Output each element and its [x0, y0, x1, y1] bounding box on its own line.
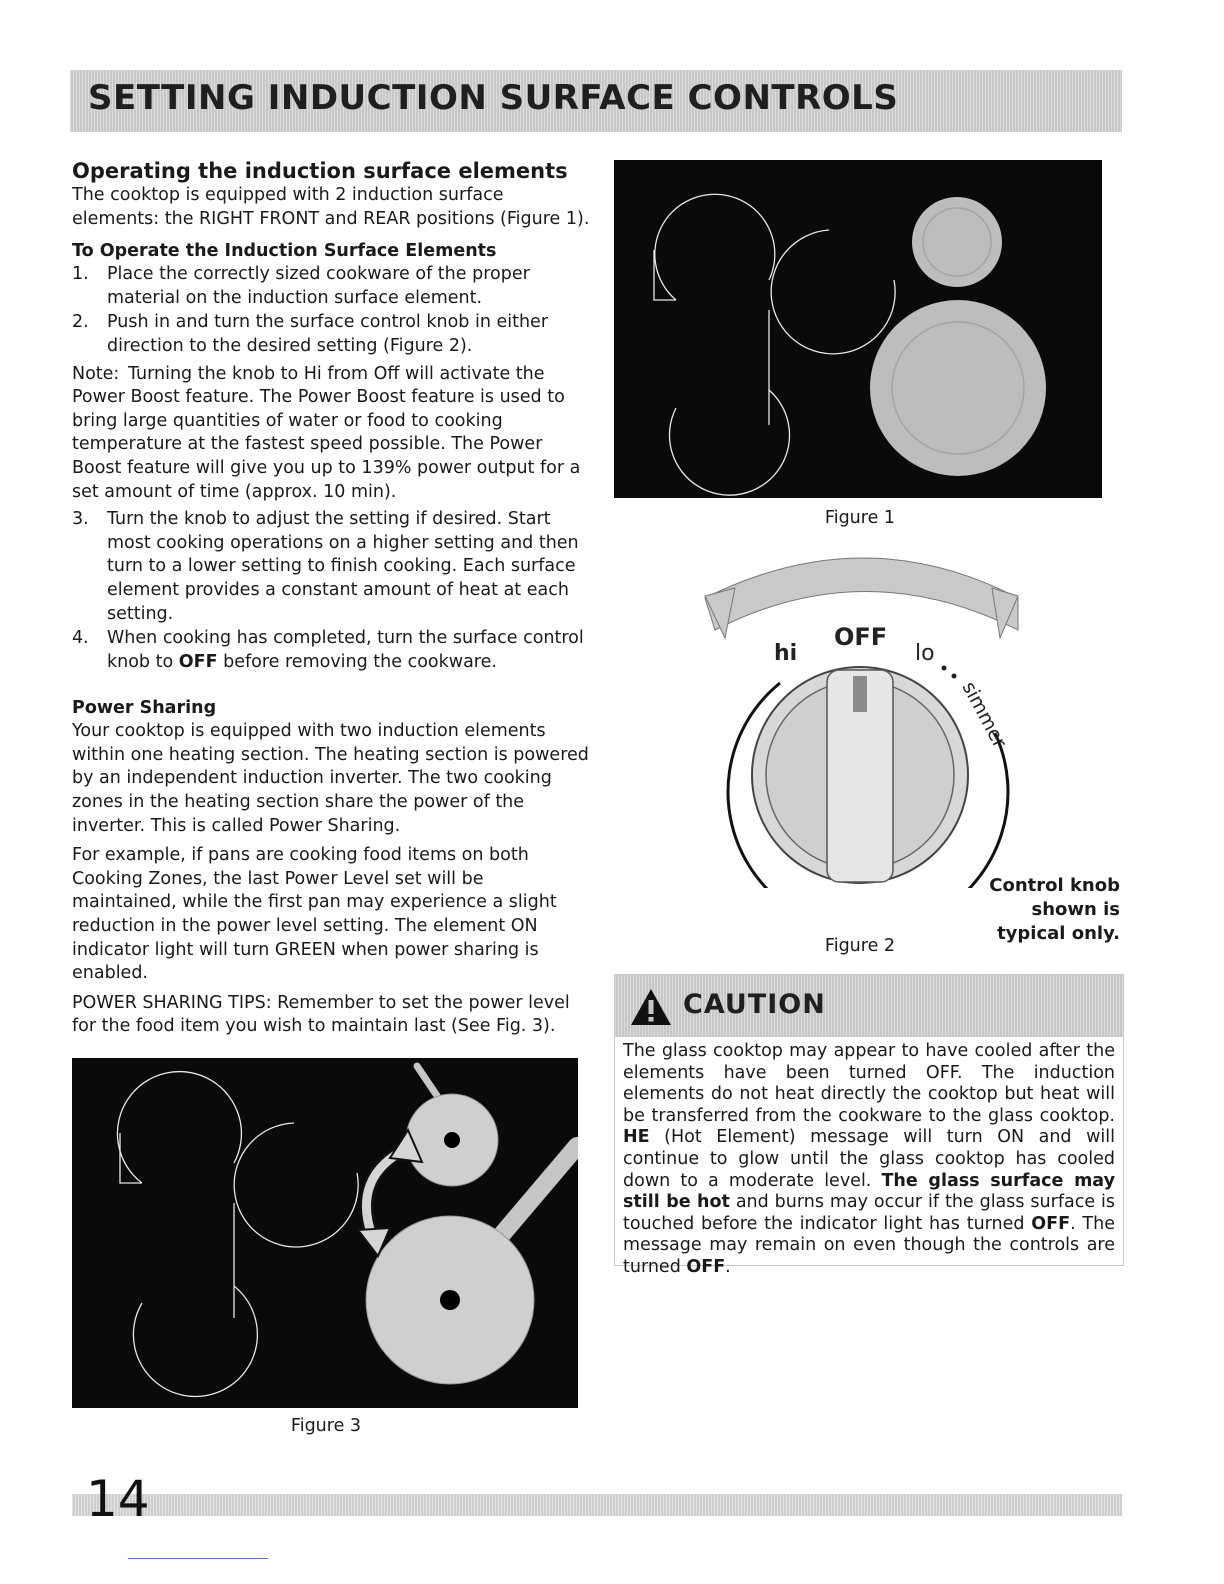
power-sharing-p3: POWER SHARING TIPS: Remember to set the power level for the food item you wish to maintain last (See Fig. 3).: [72, 992, 570, 1037]
caution-box: [614, 974, 1124, 1277]
list-item: 4. When cooking has completed, turn the surface control knob to OFF before removing the cookware.: [72, 628, 584, 672]
figure-2-knob: [700, 548, 1030, 888]
list-item: 1. Place the correctly sized cookware of the proper material on the induction surface element.: [72, 264, 530, 308]
steps-list-continued: [72, 508, 592, 674]
right-front-induction-element: [870, 300, 1046, 476]
footer-bar: [72, 1494, 1122, 1516]
divider: [128, 1558, 268, 1559]
operating-heading: Operating the induction surface elements: [72, 159, 568, 183]
operate-subheading: To Operate the Induction Surface Elements: [72, 241, 497, 262]
power-sharing-heading: Power Sharing: [72, 698, 217, 719]
list-item: 2. Push in and turn the surface control knob in either direction to the desired setting (Figure 2).: [72, 312, 549, 356]
power-boost-note: Note: Turning the knob to Hi from Off will activate the Power Boost feature. The Power Boost feature is used to bring large quantities of water or food to cooking temperature at the fastest speed possible. The Power Boost feature will give you up to 139% power output for a set amount of time (approx. 10 min).: [72, 363, 581, 502]
warning-icon: [629, 987, 673, 1027]
power-sharing-p1: Your cooktop is equipped with two induction elements within one heating section. The heating section is powered by an independent induction inverter. The two cooking zones in the heating section share the power of the inverter. This is called Power Sharing.: [72, 721, 589, 836]
rotation-arrow: [705, 558, 1018, 630]
figure-2-caption: Figure 2: [824, 936, 896, 956]
figure-1-cooktop: [614, 160, 1102, 498]
right-rear-induction-element: [912, 197, 1002, 287]
knob-label-off: OFF: [834, 623, 888, 651]
operating-intro: The cooktop is equipped with 2 induction surface elements: the RIGHT FRONT and REAR positions (Figure 1).: [72, 185, 590, 229]
knob-illustration: [700, 548, 1030, 888]
page-title: SETTING INDUCTION SURFACE CONTROLS: [88, 78, 899, 118]
caution-header: [615, 975, 1123, 1037]
figure-3-caption: Figure 3: [290, 1416, 362, 1436]
knob-label-simmer: simmer: [957, 678, 1011, 752]
knob-note: Control knob shown is typical only.: [989, 875, 1120, 944]
list-item: 3. Turn the knob to adjust the setting if desired. Start most cooking operations on a higher setting and then turn to a lower setting to finish cooking. Each surface element provides a constant amount of heat at each setting.: [72, 509, 579, 624]
cooktop-illustration: [614, 160, 1102, 498]
left-column: [72, 158, 592, 1039]
cooktop-pans-illustration: [72, 1058, 578, 1408]
power-sharing-p2: For example, if pans are cooking food items on both Cooking Zones, the last Power Level set will be maintained, while the first pan may experience a slight reduction in the power level setting. The element ON indicator light will turn GREEN when power sharing is enabled.: [72, 845, 557, 984]
caution-title: CAUTION: [683, 989, 826, 1020]
figure-1-caption: Figure 1: [824, 508, 896, 528]
knob-label-lo: lo: [915, 641, 935, 666]
figure-3-pans: [72, 1058, 578, 1408]
page-number: 14: [86, 1470, 150, 1528]
caution-text: The glass cooktop may appear to have cooled after the elements have been turned OFF. The induction elements do not heat directly the cooktop but heat will be transferred from the cookware to the glass cooktop. HE (Hot Element) message will turn ON and will continue to glow until the glass cooktop has cooled down to a moderate level. The glass surface may still be hot and burns may occur if the glass surface is touched before the indicator light has turned OFF. The message may remain on even though the controls are turned OFF.: [623, 1041, 1115, 1277]
section-banner: [70, 70, 1122, 132]
steps-list: [72, 263, 592, 358]
knob-label-hi: hi: [774, 641, 798, 666]
